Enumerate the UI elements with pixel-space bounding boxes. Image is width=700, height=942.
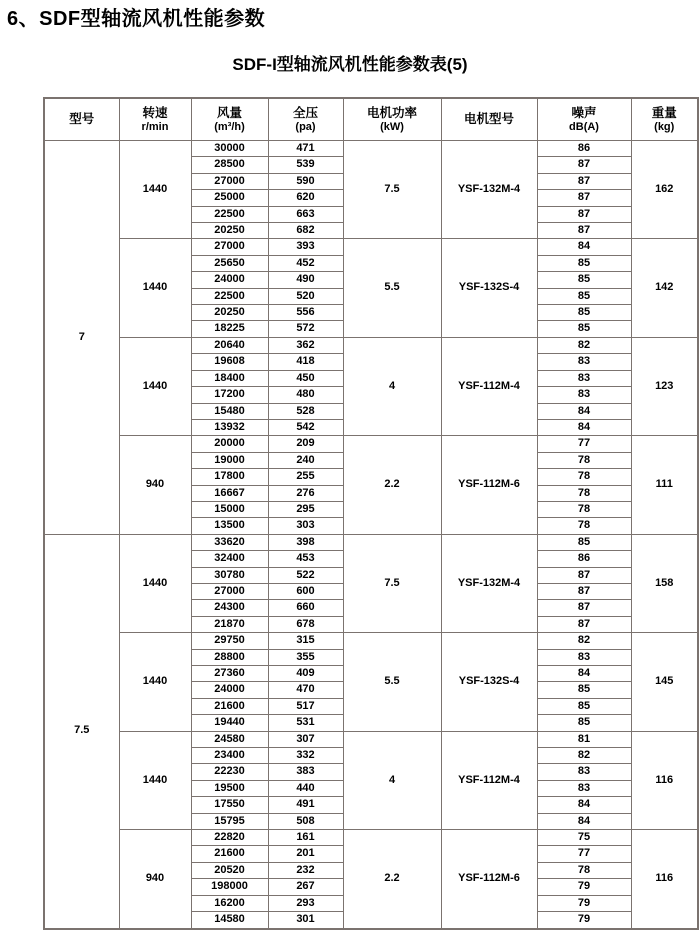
cell-noise: 82 xyxy=(537,748,631,764)
cell-noise: 87 xyxy=(537,223,631,239)
cell-pressure: 452 xyxy=(268,255,343,271)
cell-noise: 87 xyxy=(537,157,631,173)
cell-flow: 22500 xyxy=(191,288,268,304)
cell-pressure: 362 xyxy=(268,337,343,353)
cell-pressure: 678 xyxy=(268,616,343,632)
cell-pressure: 517 xyxy=(268,698,343,714)
cell-flow: 27360 xyxy=(191,666,268,682)
cell-noise: 78 xyxy=(537,469,631,485)
cell-weight: 142 xyxy=(631,239,698,337)
cell-noise: 86 xyxy=(537,141,631,157)
cell-pressure: 383 xyxy=(268,764,343,780)
cell-flow: 17200 xyxy=(191,387,268,403)
header-speed-unit: r/min xyxy=(141,121,169,134)
cell-pressure: 491 xyxy=(268,797,343,813)
cell-noise: 83 xyxy=(537,780,631,796)
cell-power: 4 xyxy=(343,337,441,435)
cell-weight: 111 xyxy=(631,436,698,534)
table-row xyxy=(44,239,698,255)
cell-speed: 1440 xyxy=(119,534,191,632)
cell-flow: 27000 xyxy=(191,173,268,189)
cell-pressure: 528 xyxy=(268,403,343,419)
cell-flow: 27000 xyxy=(191,239,268,255)
cell-noise: 87 xyxy=(537,616,631,632)
cell-motor: YSF-132S-4 xyxy=(441,239,537,337)
cell-pressure: 303 xyxy=(268,518,343,534)
header-weight-unit: (kg) xyxy=(654,121,675,134)
header-pressure-label: 全压 xyxy=(292,105,318,120)
cell-noise: 83 xyxy=(537,387,631,403)
table-body xyxy=(44,141,698,929)
cell-pressure: 315 xyxy=(268,633,343,649)
cell-noise: 83 xyxy=(537,370,631,386)
cell-model: 7 xyxy=(44,141,119,535)
header-motor-label: 电机型号 xyxy=(463,112,514,127)
cell-speed: 1440 xyxy=(119,337,191,435)
cell-pressure: 418 xyxy=(268,354,343,370)
cell-pressure: 201 xyxy=(268,846,343,862)
cell-noise: 85 xyxy=(537,305,631,321)
cell-noise: 86 xyxy=(537,551,631,567)
cell-motor: YSF-132M-4 xyxy=(441,534,537,632)
cell-noise: 78 xyxy=(537,501,631,517)
cell-speed: 1440 xyxy=(119,633,191,731)
cell-noise: 75 xyxy=(537,830,631,846)
table-row xyxy=(44,141,698,157)
cell-pressure: 276 xyxy=(268,485,343,501)
header-pressure xyxy=(268,98,343,141)
cell-flow: 19608 xyxy=(191,354,268,370)
cell-noise: 85 xyxy=(537,682,631,698)
cell-pressure: 301 xyxy=(268,912,343,929)
cell-flow: 13500 xyxy=(191,518,268,534)
cell-noise: 85 xyxy=(537,255,631,271)
cell-flow: 13932 xyxy=(191,419,268,435)
cell-noise: 84 xyxy=(537,419,631,435)
cell-flow: 20250 xyxy=(191,305,268,321)
cell-speed: 1440 xyxy=(119,731,191,829)
cell-pressure: 471 xyxy=(268,141,343,157)
cell-noise: 82 xyxy=(537,337,631,353)
cell-noise: 85 xyxy=(537,288,631,304)
cell-weight: 158 xyxy=(631,534,698,632)
table-header xyxy=(44,98,698,141)
cell-pressure: 307 xyxy=(268,731,343,747)
cell-flow: 20640 xyxy=(191,337,268,353)
cell-pressure: 682 xyxy=(268,223,343,239)
cell-power: 5.5 xyxy=(343,633,441,731)
cell-flow: 17800 xyxy=(191,469,268,485)
cell-flow: 28800 xyxy=(191,649,268,665)
cell-flow: 28500 xyxy=(191,157,268,173)
cell-motor: YSF-112M-4 xyxy=(441,731,537,829)
cell-pressure: 600 xyxy=(268,583,343,599)
cell-flow: 32400 xyxy=(191,551,268,567)
table-row xyxy=(44,436,698,452)
cell-noise: 79 xyxy=(537,895,631,911)
cell-weight: 123 xyxy=(631,337,698,435)
cell-pressure: 393 xyxy=(268,239,343,255)
cell-flow: 20250 xyxy=(191,223,268,239)
header-weight-label: 重量 xyxy=(651,105,677,120)
cell-flow: 22820 xyxy=(191,830,268,846)
cell-noise: 77 xyxy=(537,436,631,452)
cell-noise: 85 xyxy=(537,715,631,731)
cell-noise: 78 xyxy=(537,518,631,534)
cell-flow: 19000 xyxy=(191,452,268,468)
cell-pressure: 440 xyxy=(268,780,343,796)
cell-flow: 17550 xyxy=(191,797,268,813)
header-row xyxy=(44,98,698,141)
cell-flow: 24580 xyxy=(191,731,268,747)
header-noise xyxy=(537,98,631,141)
cell-noise: 78 xyxy=(537,485,631,501)
table-row xyxy=(44,633,698,649)
cell-power: 7.5 xyxy=(343,141,441,239)
cell-pressure: 542 xyxy=(268,419,343,435)
header-power-label: 电机功率 xyxy=(366,105,417,120)
cell-pressure: 161 xyxy=(268,830,343,846)
header-pressure-unit: (pa) xyxy=(295,121,316,134)
cell-noise: 77 xyxy=(537,846,631,862)
header-model xyxy=(44,98,119,141)
cell-pressure: 332 xyxy=(268,748,343,764)
cell-motor: YSF-112M-6 xyxy=(441,830,537,929)
cell-pressure: 293 xyxy=(268,895,343,911)
cell-noise: 84 xyxy=(537,813,631,829)
table-row xyxy=(44,534,698,550)
cell-pressure: 295 xyxy=(268,501,343,517)
cell-flow: 15480 xyxy=(191,403,268,419)
cell-pressure: 232 xyxy=(268,862,343,878)
header-speed-label: 转速 xyxy=(142,105,168,120)
cell-noise: 83 xyxy=(537,649,631,665)
cell-noise: 78 xyxy=(537,452,631,468)
cell-flow: 22500 xyxy=(191,206,268,222)
cell-pressure: 508 xyxy=(268,813,343,829)
cell-noise: 87 xyxy=(537,583,631,599)
header-noise-label: 噪声 xyxy=(571,105,597,120)
cell-noise: 84 xyxy=(537,797,631,813)
cell-pressure: 660 xyxy=(268,600,343,616)
header-flow-unit: (m³/h) xyxy=(214,121,245,134)
cell-noise: 82 xyxy=(537,633,631,649)
cell-flow: 19440 xyxy=(191,715,268,731)
header-weight xyxy=(631,98,698,141)
cell-flow: 29750 xyxy=(191,633,268,649)
cell-flow: 18400 xyxy=(191,370,268,386)
cell-speed: 1440 xyxy=(119,141,191,239)
cell-flow: 16667 xyxy=(191,485,268,501)
header-flow xyxy=(191,98,268,141)
cell-noise: 78 xyxy=(537,862,631,878)
cell-flow: 21600 xyxy=(191,846,268,862)
header-speed xyxy=(119,98,191,141)
header-model-label: 型号 xyxy=(69,112,95,127)
cell-noise: 87 xyxy=(537,600,631,616)
cell-pressure: 267 xyxy=(268,879,343,895)
cell-flow: 21870 xyxy=(191,616,268,632)
table-row xyxy=(44,830,698,846)
cell-pressure: 572 xyxy=(268,321,343,337)
cell-pressure: 209 xyxy=(268,436,343,452)
cell-flow: 20000 xyxy=(191,436,268,452)
cell-noise: 85 xyxy=(537,698,631,714)
page-title: 6、SDF型轴流风机性能参数 xyxy=(7,8,266,30)
cell-noise: 81 xyxy=(537,731,631,747)
cell-noise: 84 xyxy=(537,666,631,682)
header-power xyxy=(343,98,441,141)
cell-noise: 83 xyxy=(537,764,631,780)
cell-flow: 15000 xyxy=(191,501,268,517)
cell-speed: 940 xyxy=(119,436,191,534)
cell-noise: 85 xyxy=(537,534,631,550)
cell-power: 2.2 xyxy=(343,830,441,929)
cell-pressure: 539 xyxy=(268,157,343,173)
cell-power: 4 xyxy=(343,731,441,829)
cell-noise: 85 xyxy=(537,272,631,288)
cell-speed: 1440 xyxy=(119,239,191,337)
cell-pressure: 556 xyxy=(268,305,343,321)
cell-power: 2.2 xyxy=(343,436,441,534)
cell-noise: 79 xyxy=(537,879,631,895)
cell-noise: 87 xyxy=(537,567,631,583)
cell-flow: 24000 xyxy=(191,682,268,698)
cell-flow: 23400 xyxy=(191,748,268,764)
cell-flow: 16200 xyxy=(191,895,268,911)
cell-pressure: 620 xyxy=(268,190,343,206)
cell-weight: 116 xyxy=(631,830,698,929)
cell-flow: 18225 xyxy=(191,321,268,337)
cell-flow: 25650 xyxy=(191,255,268,271)
table-row xyxy=(44,731,698,747)
cell-flow: 14580 xyxy=(191,912,268,929)
cell-pressure: 240 xyxy=(268,452,343,468)
cell-pressure: 453 xyxy=(268,551,343,567)
cell-noise: 87 xyxy=(537,190,631,206)
cell-flow: 30780 xyxy=(191,567,268,583)
cell-pressure: 490 xyxy=(268,272,343,288)
cell-pressure: 470 xyxy=(268,682,343,698)
cell-flow: 21600 xyxy=(191,698,268,714)
cell-pressure: 355 xyxy=(268,649,343,665)
cell-flow: 24300 xyxy=(191,600,268,616)
cell-pressure: 520 xyxy=(268,288,343,304)
cell-pressure: 409 xyxy=(268,666,343,682)
cell-power: 7.5 xyxy=(343,534,441,632)
header-noise-unit: dB(A) xyxy=(569,121,599,134)
cell-pressure: 450 xyxy=(268,370,343,386)
header-power-unit: (kW) xyxy=(380,121,404,134)
cell-flow: 20520 xyxy=(191,862,268,878)
table-subtitle: SDF-I型轴流风机性能参数表(5) xyxy=(232,55,468,74)
cell-flow: 33620 xyxy=(191,534,268,550)
cell-pressure: 531 xyxy=(268,715,343,731)
cell-speed: 940 xyxy=(119,830,191,929)
table-row xyxy=(44,337,698,353)
cell-power: 5.5 xyxy=(343,239,441,337)
header-flow-label: 风量 xyxy=(216,105,242,120)
cell-motor: YSF-112M-4 xyxy=(441,337,537,435)
cell-flow: 198000 xyxy=(191,879,268,895)
cell-motor: YSF-112M-6 xyxy=(441,436,537,534)
cell-model: 7.5 xyxy=(44,534,119,928)
cell-motor: YSF-132M-4 xyxy=(441,141,537,239)
cell-flow: 22230 xyxy=(191,764,268,780)
cell-flow: 25000 xyxy=(191,190,268,206)
cell-pressure: 480 xyxy=(268,387,343,403)
cell-noise: 87 xyxy=(537,206,631,222)
cell-noise: 79 xyxy=(537,912,631,929)
cell-flow: 27000 xyxy=(191,583,268,599)
cell-pressure: 590 xyxy=(268,173,343,189)
cell-noise: 84 xyxy=(537,403,631,419)
cell-noise: 84 xyxy=(537,239,631,255)
cell-pressure: 663 xyxy=(268,206,343,222)
cell-weight: 116 xyxy=(631,731,698,829)
cell-flow: 19500 xyxy=(191,780,268,796)
cell-weight: 145 xyxy=(631,633,698,731)
cell-weight: 162 xyxy=(631,141,698,239)
performance-table xyxy=(43,97,699,930)
cell-pressure: 255 xyxy=(268,469,343,485)
cell-motor: YSF-132S-4 xyxy=(441,633,537,731)
cell-flow: 15795 xyxy=(191,813,268,829)
cell-pressure: 398 xyxy=(268,534,343,550)
header-motor xyxy=(441,98,537,141)
cell-noise: 83 xyxy=(537,354,631,370)
cell-noise: 87 xyxy=(537,173,631,189)
cell-pressure: 522 xyxy=(268,567,343,583)
cell-flow: 30000 xyxy=(191,141,268,157)
cell-noise: 85 xyxy=(537,321,631,337)
cell-flow: 24000 xyxy=(191,272,268,288)
